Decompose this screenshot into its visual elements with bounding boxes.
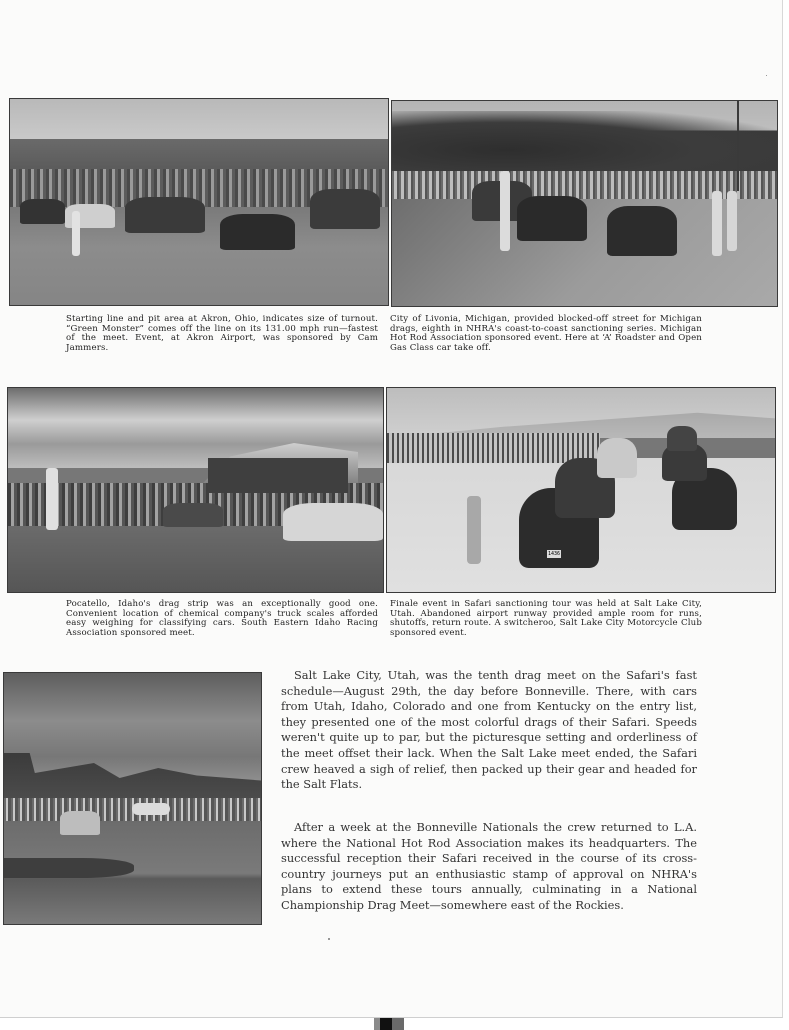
caption-salt-lake: Finale event in Safari sanctioning tour was held at Salt Lake City, Utah. Abandoned airport runway provided ample room for runs, shutoffs, return route. A switcheroo, Salt Lake City Motorcycle Club sponsored event. — [390, 599, 702, 638]
caption-livonia: City of Livonia, Michigan, provided blocked-off street for Michigan drags, eighth in NHRA's coast-to-coast sanctioning series. Michigan Hot Rod Association sponsored event. Here at ‘A’ Roadster and Open Gas Class car take off. — [390, 314, 702, 353]
photo-akron-starting-line — [9, 98, 389, 306]
print-speck — [328, 938, 330, 940]
license-plate: 1436 — [547, 551, 561, 557]
photo-livonia-street-drags — [391, 100, 778, 307]
caption-akron: Starting line and pit area at Akron, Ohio, indicates size of turnout. “Green Monster” comes off the line on its 131.00 mph run—fastest of the meet. Event, at Akron Airport, was sponsored by Cam Jammers. — [66, 314, 378, 353]
caption-pocatello: Pocatello, Idaho's drag strip was an exceptionally good one. Convenient location of chemical company's truck scales afforded easy weighing for classifying cars. South Eastern Idaho Racing Association sponsored meet. — [66, 599, 378, 638]
print-speck — [766, 75, 767, 76]
body-paragraph-2: After a week at the Bonneville Nationals the crew returned to L.A. where the National Hot Rod Association makes its headquarters. The successful reception their Safari received in the course of its cross-country journeys put an enthusiastic stamp of approval on NHRA's plans to extend these tours annually, culminating in a National Championship Drag Meet—somewhere east of the Rockies. — [281, 820, 697, 912]
photo-salt-lake-runway — [386, 387, 776, 593]
body-paragraph-1: Salt Lake City, Utah, was the tenth drag meet on the Safari's fast schedule—August 29th, the day before Bonneville. There, with cars from Utah, Idaho, Colorado and one from Kentucky on the entry list, they presented one of the most colorful drags of their Safari. Speeds weren't quite up to par, but the picturesque setting and orderliness of the meet offset their lack. When the Salt Lake meet ended, the Safari crew heaved a sigh of relief, then packed up their gear and headed for the Salt Flats. — [281, 668, 697, 792]
photo-salt-lake-field — [3, 672, 262, 925]
photo-pocatello-drag-strip — [7, 387, 384, 593]
scan-binding-mark — [374, 1018, 404, 1030]
